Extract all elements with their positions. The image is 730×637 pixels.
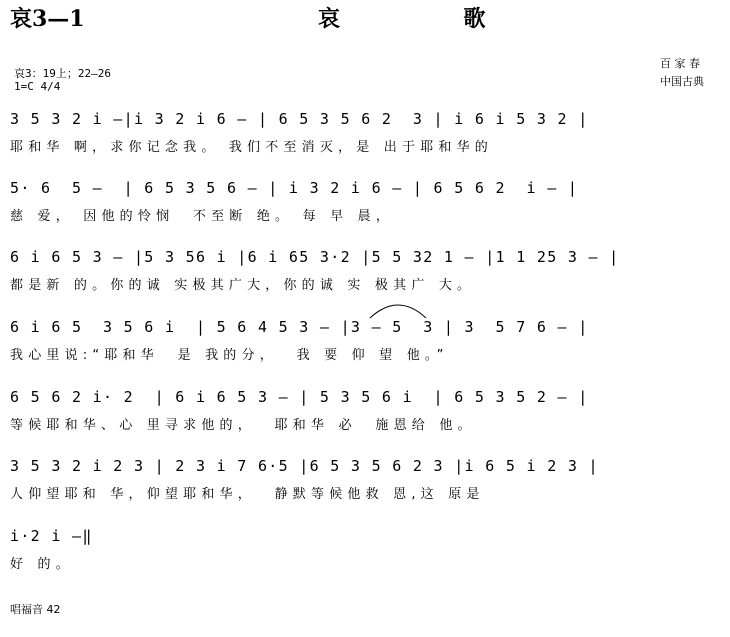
key-and-time-signature: 1=C 4/4 — [14, 80, 61, 93]
notation-line-5: 6 5 6 2 i· 2 | 6 i 6 5 3 – | 5 3 5 6 i | 6 5 3 5 2 – | — [10, 388, 589, 406]
song-title: 哀 歌 — [318, 6, 522, 32]
notation-line-6: 3 5 3 2 i 2 3 | 2 3 i 7 6·5 |6 5 3 5 6 2 3 |i 6 5 i 2 3 | — [10, 457, 599, 475]
notation-line-2: 5· 6 5 – | 6 5 3 5 6 – | i 3 2 i 6 – | 6 5 6 2 i – | — [10, 179, 579, 197]
credit-line-1: 百 家 春 — [660, 57, 700, 70]
source-footer: 唱福音 42 — [10, 603, 61, 616]
scripture-reference: 哀3：19上；22—26 — [14, 67, 111, 80]
lyrics-line-7: 好 的。 — [10, 557, 74, 572]
credit-line-2: 中国古典 — [660, 75, 704, 88]
notation-line-7: i·2 i –‖ — [10, 527, 93, 545]
lyrics-line-4: 我心里说:“耶和华 是 我的分， 我 要 仰 望 他。” — [10, 348, 449, 363]
lyrics-line-5: 等候耶和华、心 里寻求他的， 耶和华 必 施恩给 他。 — [10, 418, 476, 433]
notation-line-3: 6 i 6 5 3 – |5 3 56 i |6 i 65 3·2 |5 5 32 1 – |1 1 25 3 – | — [10, 248, 620, 266]
song-number: 哀3—1 — [10, 6, 85, 32]
notation-line-1: 3 5 3 2 i –|i 3 2 i 6 – | 6 5 3 5 6 2 3 | i 6 i 5 3 2 | — [10, 110, 589, 128]
lyrics-line-1: 耶和华 啊，求你记念我。 我们不至消灭，是 出于耶和华的 — [10, 140, 493, 155]
lyrics-line-6: 人仰望耶和 华，仰望耶和华， 静默等候他救 恩,这 原是 — [10, 487, 485, 502]
notation-line-4: 6 i 6 5 3 5 6 i | 5 6 4 5 3 – |3 – 5 3 | 3 5 7 6 – | — [10, 318, 589, 336]
lyrics-line-3: 都是新 的。你的诚 实极其广大，你的诚 实 极其广 大。 — [10, 278, 476, 293]
lyrics-line-2: 慈 爱， 因他的怜悯 不至断 绝。 每 早 晨， — [10, 209, 395, 224]
